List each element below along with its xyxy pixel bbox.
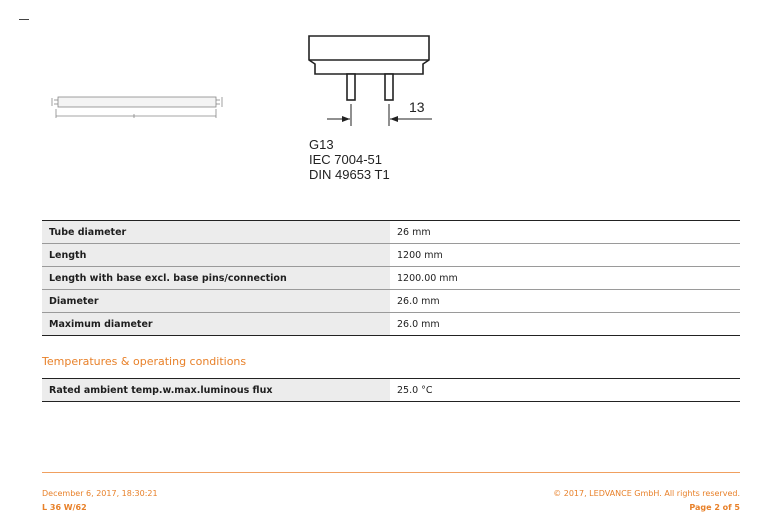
- corner-dash: [19, 19, 29, 20]
- footer-divider: [42, 472, 740, 473]
- pin-dimension-label: 13: [409, 99, 425, 115]
- tube-drawing: [50, 90, 230, 122]
- table-row: [42, 290, 740, 313]
- table-row: [42, 313, 740, 336]
- row-value: 26 mm: [390, 221, 740, 244]
- footer-product: L 36 W/62: [42, 503, 87, 512]
- row-label: Tube diameter: [42, 221, 390, 244]
- row-value: 25.0 °C: [390, 379, 740, 402]
- row-label: Maximum diameter: [42, 313, 390, 336]
- footer-copyright: © 2017, LEDVANCE GmbH. All rights reserved.: [553, 489, 740, 498]
- footer-page-number: Page 2 of 5: [689, 503, 740, 512]
- row-value: 1200 mm: [390, 244, 740, 267]
- row-label: Diameter: [42, 290, 390, 313]
- row-value: 26.0 mm: [390, 290, 740, 313]
- table-row: [42, 221, 740, 244]
- row-label: Length: [42, 244, 390, 267]
- base-standard-din: DIN 49653 T1: [309, 167, 390, 182]
- base-specs: [309, 137, 390, 182]
- temperature-table: [42, 378, 740, 402]
- row-value: 26.0 mm: [390, 313, 740, 336]
- row-label: Length with base excl. base pins/connection: [42, 267, 390, 290]
- row-label: Rated ambient temp.w.max.luminous flux: [42, 379, 390, 402]
- base-standard-iec: IEC 7004-51: [309, 152, 382, 167]
- footer-date: December 6, 2017, 18:30:21: [42, 489, 158, 498]
- row-value: 1200.00 mm: [390, 267, 740, 290]
- base-drawing: [300, 30, 440, 130]
- temperature-section-title: Temperatures & operating conditions: [42, 355, 247, 368]
- table-row: [42, 267, 740, 290]
- table-row: [42, 379, 740, 402]
- table-row: [42, 244, 740, 267]
- dimensions-table: [42, 220, 740, 336]
- base-type: G13: [309, 137, 334, 152]
